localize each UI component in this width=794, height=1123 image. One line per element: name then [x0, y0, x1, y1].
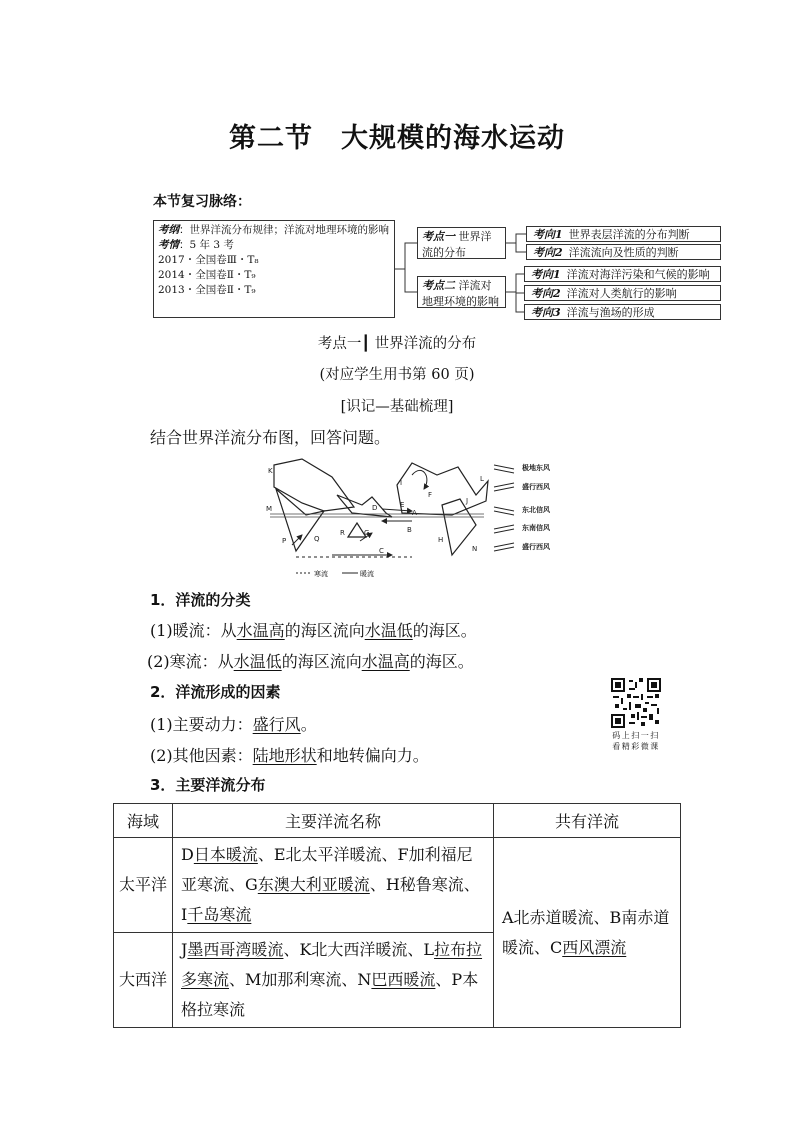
info-line: 2017・全国卷Ⅲ・T₈ — [158, 254, 259, 266]
currents-cell: J墨西哥湾暖流、K北大西洋暖流、L拉布拉多寒流、M加那利寒流、N巴西暖流、P本格拉寒流 — [173, 933, 494, 1028]
table-header: 主要洋流名称 — [173, 804, 494, 838]
letter-label: Q — [314, 535, 320, 543]
info-line: 2013・全国卷Ⅱ・T₉ — [158, 284, 256, 296]
wind-arrows — [494, 465, 514, 551]
letter-label: H — [438, 536, 444, 544]
other-factors: (2)其他因素：陆地形状和地转偏向力。 — [150, 746, 429, 765]
region-cell: 大西洋 — [114, 933, 173, 1028]
letter-label: D — [372, 504, 378, 512]
letter-label: G — [364, 529, 370, 537]
letter-label: N — [472, 545, 478, 553]
wind-labels — [521, 463, 551, 551]
wind-label: 东南信风 — [522, 524, 550, 532]
letter-label: F — [428, 491, 433, 499]
wind-label: 盛行西风 — [522, 543, 550, 551]
letter-label: R — [340, 529, 345, 537]
wind-label: 东北信风 — [522, 506, 550, 514]
info-line: 考情：5 年 3 考 — [158, 239, 234, 251]
letter-label: L — [480, 475, 484, 483]
letter-label: B — [407, 526, 412, 534]
section-3-title: 3．主要洋流分布 — [150, 776, 266, 794]
mindmap-direction: 考向2 洋流对人类航行的影响 — [524, 285, 721, 301]
qr-caption: 码上扫一扫 看精彩微课 — [612, 731, 660, 751]
mindmap-direction: 考向1 洋流对海洋污染和气候的影响 — [524, 266, 721, 282]
main-driving-force: (1)主要动力：盛行风。 — [150, 715, 317, 734]
ocean-current-table — [113, 803, 681, 1028]
info-line: 2014・全国卷Ⅱ・T₉ — [158, 269, 256, 281]
review-tag: [识记—基础梳理] — [340, 399, 454, 415]
ocean-current-diagram — [262, 455, 572, 585]
letter-label: P — [282, 537, 287, 545]
letter-label: C — [379, 547, 384, 555]
qr-code-icon[interactable] — [611, 678, 661, 728]
letter-label: A — [412, 509, 417, 517]
letter-label: J — [466, 497, 469, 505]
wind-label: 盛行西风 — [522, 483, 550, 491]
mindmap-point-2: 考点二 洋流对地理环境的影响 — [417, 276, 506, 308]
mindmap-direction: 考向2 洋流流向及性质的判断 — [526, 244, 721, 260]
table-row — [114, 838, 681, 933]
letter-label: M — [266, 505, 273, 513]
section-2-title: 2．洋流形成的因素 — [150, 683, 281, 701]
warm-current-definition: (1)暖流：从水温高的海区流向水温低的海区。 — [150, 621, 477, 640]
table-header: 海域 — [114, 804, 173, 838]
legend-warm: 暖流 — [360, 570, 374, 578]
mindmap-direction: 考向3 洋流与渔场的形成 — [524, 304, 721, 320]
shared-currents-cell: A北赤道暖流、B南赤道暖流、C西风漂流 — [494, 838, 681, 1028]
overview-label: 本节复习脉络： — [153, 194, 251, 210]
continent-outlines — [274, 459, 488, 555]
currents-cell: D日本暖流、E北太平洋暖流、F加利福尼亚寒流、G东澳大利亚暖流、H秘鲁寒流、I千岛寒流 — [173, 838, 494, 933]
section-number: 第二节 — [229, 123, 313, 154]
diagram-legend — [296, 569, 374, 578]
region-cell: 太平洋 — [114, 838, 173, 933]
current-letters — [266, 467, 484, 555]
cold-current-definition: (2)寒流：从水温低的海区流向水温高的海区。 — [147, 652, 474, 671]
intro-text: 结合世界洋流分布图，回答问题。 — [150, 428, 391, 447]
wind-label: 极地东风 — [522, 464, 550, 472]
mindmap-direction: 考向1 世界表层洋流的分布判断 — [526, 226, 721, 242]
table-header-row — [114, 804, 681, 838]
point-heading: 考点一┃ 世界洋流的分布 — [317, 336, 477, 352]
section-name: 大规模的海水运动 — [341, 123, 565, 154]
info-line: 考纲：世界洋流分布规律；洋流对地理环境的影响 — [158, 224, 389, 236]
letter-label: I — [400, 479, 403, 487]
legend-cold: 寒流 — [314, 570, 328, 578]
table-header: 共有洋流 — [494, 804, 681, 838]
letter-label: K — [268, 467, 273, 475]
mindmap-point-1: 考点一 世界洋流的分布 — [417, 227, 506, 259]
section-1-title: 1．洋流的分类 — [150, 591, 251, 609]
book-reference: (对应学生用书第 60 页) — [319, 367, 475, 383]
letter-label: E — [400, 501, 405, 509]
